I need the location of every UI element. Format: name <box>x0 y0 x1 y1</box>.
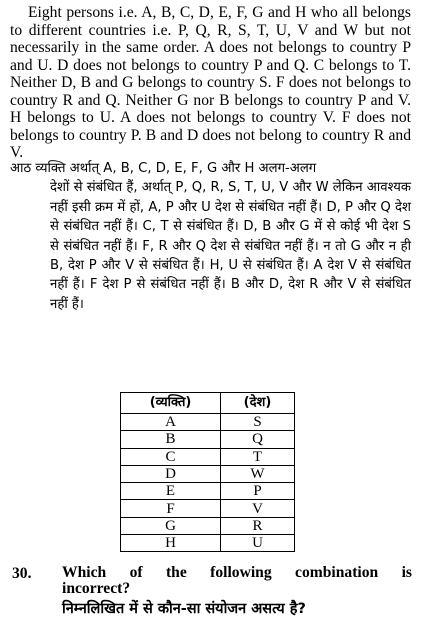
table-row <box>121 500 295 517</box>
country-cell: Q <box>221 431 295 448</box>
person-cell: B <box>121 431 221 448</box>
person-cell: F <box>121 500 221 517</box>
table-row <box>121 517 295 534</box>
table-row <box>121 535 295 552</box>
country-cell: W <box>221 465 295 482</box>
table-row <box>121 465 295 482</box>
country-cell: V <box>221 500 295 517</box>
passage-hindi-first-line: आठ व्यक्ति अर्थात् A, B, C, D, E, F, G और H अलग-अलग <box>10 161 317 176</box>
person-cell: A <box>121 414 221 431</box>
country-cell: R <box>221 517 295 534</box>
country-cell: T <box>221 448 295 465</box>
header-person: (व्यक्ति) <box>121 393 221 414</box>
question-number: 30. <box>12 565 32 582</box>
table-row <box>121 448 295 465</box>
question-text-hindi: निम्नलिखित में से कौन-सा संयोजन असत्य है? <box>62 601 306 617</box>
person-cell: C <box>121 448 221 465</box>
person-country-table <box>120 392 295 552</box>
passage-hindi <box>10 159 411 314</box>
person-cell: D <box>121 465 221 482</box>
question-text-english <box>62 565 412 597</box>
question-text-line1: Which of the following combination is <box>62 564 412 581</box>
country-cell: P <box>221 483 295 500</box>
table-row <box>121 483 295 500</box>
person-cell: H <box>121 535 221 552</box>
header-country: (देश) <box>221 393 295 414</box>
country-cell: S <box>221 414 295 431</box>
country-cell: U <box>221 535 295 552</box>
table-header-row <box>121 393 295 414</box>
passage-english: Eight persons i.e. A, B, C, D, E, F, G and H who all belongs to different countries i.e. P, Q, R, S, T, U, V and W but not necessarily in the same order. A does not belongs to country P and U. D does not belongs to country P and Q. C belongs to T. Neither D, B and G belongs to country S. F does not belongs to country R and Q. Neither G nor B belongs to country P and V. H belongs to U. A does not belongs to country V. F does not belongs to country P. B and D does not belong to country R and V. <box>10 4 411 161</box>
question-text-line2: incorrect? <box>62 580 131 597</box>
person-cell: E <box>121 483 221 500</box>
table-row <box>121 414 295 431</box>
passage-hindi-body: देशों से संबंधित हैं, अर्थात् P, Q, R, S, T, U, V और W लेकिन आवश्यक नहीं इसी क्रम में हों, A, P और U देश से संबंधित नहीं हैं। D, P और Q देश से संबंधित नहीं हैं। C, T से संबंधित हैं। D, B और G में से कोई भी देश S से संबंधित नहीं हैं। F, R और Q देश से संबंधित नहीं हैं। न तो G और न ही B, देश P और V से संबंधित हैं। H, U से संबंधित हैं। A देश V से संबंधित नहीं हैं। F देश P से संबंधित नहीं हैं। B और D, देश R और V से संबंधित नहीं हैं। <box>50 180 411 312</box>
table-row <box>121 431 295 448</box>
person-cell: G <box>121 517 221 534</box>
